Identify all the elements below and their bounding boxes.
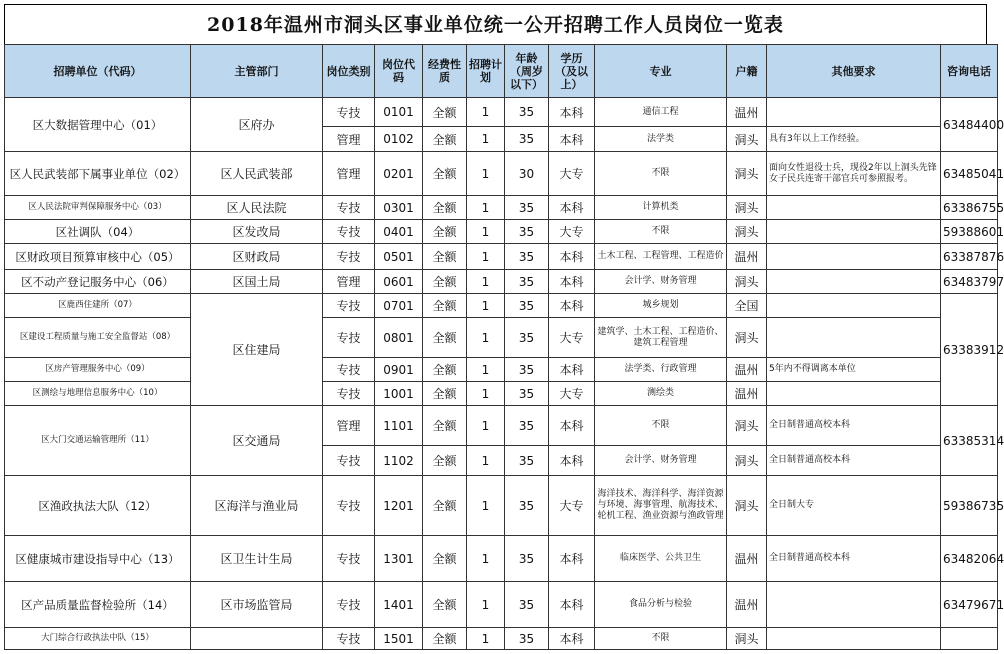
major-cell: 不限 <box>595 628 727 650</box>
major-cell: 会计学、财务管理 <box>595 270 727 294</box>
post-code-cell: 0201 <box>375 152 423 196</box>
residence-cell: 洞头 <box>727 270 767 294</box>
other-cell: 全日制普通高校本科 <box>767 536 941 582</box>
post-code-cell: 1201 <box>375 476 423 536</box>
age-cell: 30 <box>505 152 549 196</box>
post-type-cell: 专技 <box>323 476 375 536</box>
table-row <box>5 152 998 196</box>
phone-cell: 63485041 <box>941 152 998 196</box>
post-type-cell: 专技 <box>323 196 375 220</box>
table-row <box>5 270 998 294</box>
other-cell <box>767 270 941 294</box>
dept-cell: 区财政局 <box>191 244 323 270</box>
major-cell: 计算机类 <box>595 196 727 220</box>
funding-cell: 全额 <box>423 476 467 536</box>
post-type-cell: 专技 <box>323 318 375 358</box>
dept-cell: 区人民武装部 <box>191 152 323 196</box>
post-code-cell: 1301 <box>375 536 423 582</box>
unit-cell: 区大数据管理中心（01） <box>5 98 191 152</box>
post-code-cell: 1501 <box>375 628 423 650</box>
age-cell: 35 <box>505 294 549 318</box>
table-row <box>5 220 998 244</box>
post-type-cell: 管理 <box>323 406 375 446</box>
age-cell: 35 <box>505 446 549 476</box>
table-row <box>5 582 998 628</box>
education-cell: 本科 <box>549 628 595 650</box>
education-cell: 大专 <box>549 152 595 196</box>
plan-cell: 1 <box>467 98 505 127</box>
header-phone: 咨询电话 <box>941 45 998 98</box>
table-row <box>5 294 998 318</box>
table-row <box>5 628 998 650</box>
table-row <box>5 318 998 358</box>
residence-cell: 洞头 <box>727 152 767 196</box>
post-type-cell: 专技 <box>323 382 375 406</box>
other-cell <box>767 382 941 406</box>
age-cell: 35 <box>505 358 549 382</box>
funding-cell: 全额 <box>423 446 467 476</box>
residence-cell: 温州 <box>727 244 767 270</box>
phone-cell: 63383912 <box>941 294 998 406</box>
post-type-cell: 专技 <box>323 358 375 382</box>
other-cell: 全日制普通高校本科 <box>767 446 941 476</box>
major-cell: 不限 <box>595 152 727 196</box>
post-code-cell: 0102 <box>375 127 423 152</box>
post-code-cell: 0701 <box>375 294 423 318</box>
table-row <box>5 536 998 582</box>
funding-cell: 全额 <box>423 270 467 294</box>
phone-cell: 59386735 <box>941 476 998 536</box>
header-other: 其他要求 <box>767 45 941 98</box>
funding-cell: 全额 <box>423 358 467 382</box>
major-cell: 土木工程、工程管理、工程造价 <box>595 244 727 270</box>
post-type-cell: 专技 <box>323 628 375 650</box>
residence-cell: 洞头 <box>727 476 767 536</box>
funding-cell: 全额 <box>423 582 467 628</box>
major-cell: 临床医学、公共卫生 <box>595 536 727 582</box>
post-type-cell: 专技 <box>323 446 375 476</box>
post-type-cell: 管理 <box>323 127 375 152</box>
phone-cell: 63387876 <box>941 244 998 270</box>
dept-cell <box>191 628 323 650</box>
residence-cell: 洞头 <box>727 220 767 244</box>
other-cell <box>767 582 941 628</box>
residence-cell: 洞头 <box>727 406 767 446</box>
age-cell: 35 <box>505 220 549 244</box>
age-cell: 35 <box>505 196 549 220</box>
residence-cell: 洞头 <box>727 446 767 476</box>
plan-cell: 1 <box>467 318 505 358</box>
table-row <box>5 244 998 270</box>
post-code-cell: 0301 <box>375 196 423 220</box>
age-cell: 35 <box>505 476 549 536</box>
funding-cell: 全额 <box>423 244 467 270</box>
unit-cell: 区人民法院审判保障服务中心（03） <box>5 196 191 220</box>
residence-cell: 洞头 <box>727 318 767 358</box>
table-row <box>5 196 998 220</box>
funding-cell: 全额 <box>423 152 467 196</box>
unit-cell: 区人民武装部下属事业单位（02） <box>5 152 191 196</box>
other-cell <box>767 244 941 270</box>
dept-cell: 区交通局 <box>191 406 323 476</box>
unit-cell: 区大门交通运输管理所（11） <box>5 406 191 476</box>
residence-cell: 全国 <box>727 294 767 318</box>
age-cell: 35 <box>505 406 549 446</box>
education-cell: 本科 <box>549 244 595 270</box>
unit-cell: 区房产管理服务中心（09） <box>5 358 191 382</box>
age-cell: 35 <box>505 318 549 358</box>
page-title: 2018年温州市洞头区事业单位统一公开招聘工作人员岗位一览表 <box>4 4 987 44</box>
education-cell: 本科 <box>549 196 595 220</box>
header-residence: 户籍 <box>727 45 767 98</box>
plan-cell: 1 <box>467 196 505 220</box>
age-cell: 35 <box>505 382 549 406</box>
age-cell: 35 <box>505 536 549 582</box>
table-row <box>5 406 998 446</box>
unit-cell: 区健康城市建设指导中心（13） <box>5 536 191 582</box>
plan-cell: 1 <box>467 628 505 650</box>
post-code-cell: 0801 <box>375 318 423 358</box>
major-cell: 法学类 <box>595 127 727 152</box>
major-cell: 食品分析与检验 <box>595 582 727 628</box>
table-row <box>5 98 998 127</box>
plan-cell: 1 <box>467 220 505 244</box>
dept-cell: 区住建局 <box>191 294 323 406</box>
phone-cell: 59388601 <box>941 220 998 244</box>
plan-cell: 1 <box>467 382 505 406</box>
header-plan: 招聘计划 <box>467 45 505 98</box>
dept-cell: 区海洋与渔业局 <box>191 476 323 536</box>
education-cell: 本科 <box>549 536 595 582</box>
education-cell: 大专 <box>549 476 595 536</box>
post-type-cell: 专技 <box>323 220 375 244</box>
unit-cell: 区渔政执法大队（12） <box>5 476 191 536</box>
post-code-cell: 0601 <box>375 270 423 294</box>
other-cell <box>767 220 941 244</box>
header-unit: 招聘单位（代码） <box>5 45 191 98</box>
plan-cell: 1 <box>467 406 505 446</box>
plan-cell: 1 <box>467 582 505 628</box>
major-cell: 海洋技术、海洋科学、海洋资源与环境、海事管理、航海技术、轮机工程、渔业资源与渔政管理 <box>595 476 727 536</box>
phone-cell: 63484400 <box>941 98 998 152</box>
age-cell: 35 <box>505 628 549 650</box>
other-cell <box>767 294 941 318</box>
education-cell: 本科 <box>549 270 595 294</box>
post-code-cell: 0501 <box>375 244 423 270</box>
dept-cell: 区国土局 <box>191 270 323 294</box>
unit-cell: 区鹿西住建所（07） <box>5 294 191 318</box>
funding-cell: 全额 <box>423 536 467 582</box>
phone-cell: 63386755 <box>941 196 998 220</box>
unit-cell: 大门综合行政执法中队（15） <box>5 628 191 650</box>
major-cell: 不限 <box>595 220 727 244</box>
phone-cell: 63483797 <box>941 270 998 294</box>
dept-cell: 区人民法院 <box>191 196 323 220</box>
plan-cell: 1 <box>467 127 505 152</box>
age-cell: 35 <box>505 582 549 628</box>
other-cell <box>767 196 941 220</box>
residence-cell: 温州 <box>727 98 767 127</box>
education-cell: 本科 <box>549 127 595 152</box>
header-education: 学历（及以上） <box>549 45 595 98</box>
funding-cell: 全额 <box>423 220 467 244</box>
residence-cell: 温州 <box>727 536 767 582</box>
dept-cell: 区卫生计生局 <box>191 536 323 582</box>
plan-cell: 1 <box>467 244 505 270</box>
education-cell: 大专 <box>549 382 595 406</box>
funding-cell: 全额 <box>423 406 467 446</box>
unit-cell: 区社调队（04） <box>5 220 191 244</box>
unit-cell: 区财政项目预算审核中心（05） <box>5 244 191 270</box>
residence-cell: 洞头 <box>727 196 767 220</box>
plan-cell: 1 <box>467 446 505 476</box>
residence-cell: 温州 <box>727 582 767 628</box>
major-cell: 测绘类 <box>595 382 727 406</box>
post-type-cell: 专技 <box>323 294 375 318</box>
major-cell: 建筑学、土木工程、工程造价、建筑工程管理 <box>595 318 727 358</box>
age-cell: 35 <box>505 270 549 294</box>
major-cell: 会计学、财务管理 <box>595 446 727 476</box>
post-type-cell: 专技 <box>323 244 375 270</box>
residence-cell: 洞头 <box>727 628 767 650</box>
header-major: 专业 <box>595 45 727 98</box>
residence-cell: 温州 <box>727 358 767 382</box>
post-code-cell: 1102 <box>375 446 423 476</box>
post-code-cell: 0401 <box>375 220 423 244</box>
education-cell: 本科 <box>549 406 595 446</box>
education-cell: 本科 <box>549 446 595 476</box>
other-cell <box>767 98 941 127</box>
funding-cell: 全额 <box>423 628 467 650</box>
other-cell <box>767 628 941 650</box>
post-code-cell: 1101 <box>375 406 423 446</box>
funding-cell: 全额 <box>423 98 467 127</box>
plan-cell: 1 <box>467 294 505 318</box>
phone-cell: 63479671 <box>941 582 998 628</box>
major-cell: 通信工程 <box>595 98 727 127</box>
post-type-cell: 专技 <box>323 582 375 628</box>
residence-cell: 洞头 <box>727 127 767 152</box>
education-cell: 本科 <box>549 294 595 318</box>
other-cell: 5年内不得调离本单位 <box>767 358 941 382</box>
unit-cell: 区建设工程质量与施工安全监督站（08） <box>5 318 191 358</box>
post-type-cell: 专技 <box>323 536 375 582</box>
post-code-cell: 1401 <box>375 582 423 628</box>
phone-cell: 63482064 <box>941 536 998 582</box>
header-age: 年龄（周岁以下） <box>505 45 549 98</box>
other-cell: 面向女性退役士兵，现役2年以上洞头先锋女子民兵连寄干部官兵可参照报考。 <box>767 152 941 196</box>
education-cell: 大专 <box>549 318 595 358</box>
residence-cell: 温州 <box>727 382 767 406</box>
positions-table <box>4 44 1004 650</box>
plan-cell: 1 <box>467 270 505 294</box>
other-cell: 全日制大专 <box>767 476 941 536</box>
header-dept: 主管部门 <box>191 45 323 98</box>
major-cell: 城乡规划 <box>595 294 727 318</box>
funding-cell: 全额 <box>423 127 467 152</box>
major-cell: 法学类、行政管理 <box>595 358 727 382</box>
table-row <box>5 476 998 536</box>
dept-cell: 区市场监管局 <box>191 582 323 628</box>
other-cell: 具有3年以上工作经验。 <box>767 127 941 152</box>
post-type-cell: 管理 <box>323 152 375 196</box>
education-cell: 本科 <box>549 358 595 382</box>
post-code-cell: 1001 <box>375 382 423 406</box>
funding-cell: 全额 <box>423 196 467 220</box>
unit-cell: 区测绘与地理信息服务中心（10） <box>5 382 191 406</box>
phone-cell <box>941 628 998 650</box>
table-row <box>5 382 998 406</box>
post-code-cell: 0901 <box>375 358 423 382</box>
age-cell: 35 <box>505 127 549 152</box>
education-cell: 本科 <box>549 98 595 127</box>
funding-cell: 全额 <box>423 382 467 406</box>
unit-cell: 区不动产登记服务中心（06） <box>5 270 191 294</box>
header-post-type: 岗位类别 <box>323 45 375 98</box>
table-row <box>5 358 998 382</box>
unit-cell: 区产品质量监督检验所（14） <box>5 582 191 628</box>
education-cell: 大专 <box>549 220 595 244</box>
phone-cell: 63385314 <box>941 406 998 476</box>
post-type-cell: 管理 <box>323 270 375 294</box>
funding-cell: 全额 <box>423 294 467 318</box>
dept-cell: 区府办 <box>191 98 323 152</box>
post-type-cell: 专技 <box>323 98 375 127</box>
post-code-cell: 0101 <box>375 98 423 127</box>
other-cell <box>767 318 941 358</box>
education-cell: 本科 <box>549 582 595 628</box>
header-funding: 经费性质 <box>423 45 467 98</box>
dept-cell: 区发改局 <box>191 220 323 244</box>
major-cell: 不限 <box>595 406 727 446</box>
other-cell: 全日制普通高校本科 <box>767 406 941 446</box>
age-cell: 35 <box>505 244 549 270</box>
plan-cell: 1 <box>467 476 505 536</box>
plan-cell: 1 <box>467 358 505 382</box>
header-row <box>5 45 998 98</box>
funding-cell: 全额 <box>423 318 467 358</box>
header-post-code: 岗位代码 <box>375 45 423 98</box>
plan-cell: 1 <box>467 152 505 196</box>
plan-cell: 1 <box>467 536 505 582</box>
document-page <box>4 4 1004 650</box>
age-cell: 35 <box>505 98 549 127</box>
